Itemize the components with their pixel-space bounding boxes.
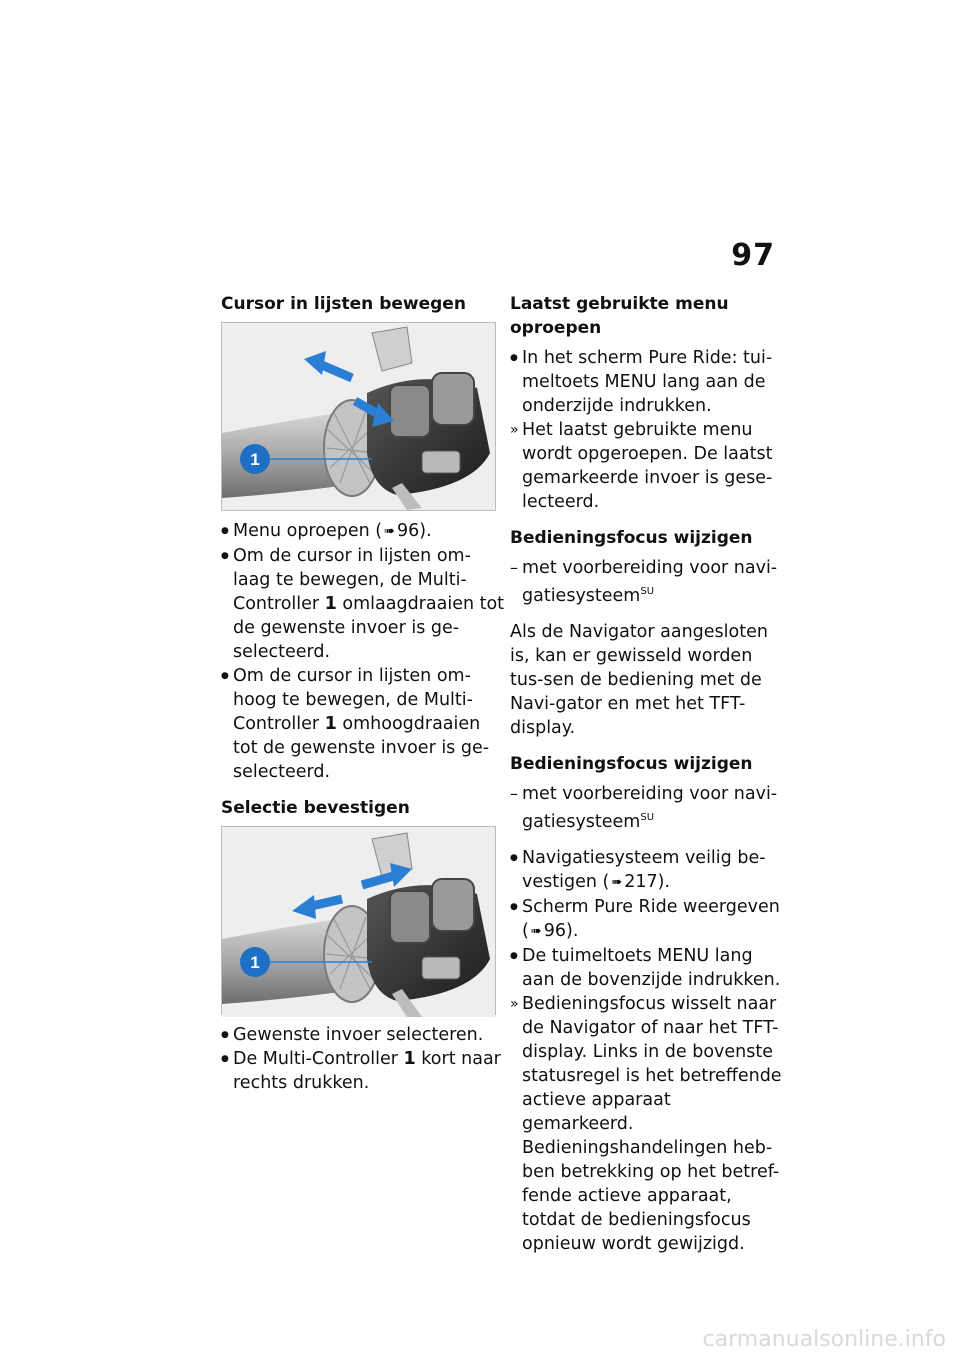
dash-icon bbox=[510, 782, 522, 808]
bullet-icon bbox=[510, 895, 522, 920]
list-item: » Bedieningsfocus wisselt naar de Navigator of naar het TFT-display. Links in de bovenste statusregel is het betreffende actieve apparaat gemarkeerd. Bedieningshandelingen heb-ben betrekking op het betref-fende actieve apparaat, totdat de bedieningsfocus opnieuw wordt gewijzigd. bbox=[510, 992, 782, 1256]
step-list bbox=[510, 846, 782, 1256]
list-item: ● Scherm Pure Ride weergeven ( ➠ 96). bbox=[510, 895, 782, 944]
list-item: ● Navigatiesysteem veilig be-vestigen ( ➠ 217). bbox=[510, 846, 782, 895]
step-list bbox=[221, 519, 506, 784]
result-icon bbox=[510, 992, 522, 1017]
bullet-icon bbox=[510, 846, 522, 871]
condition-item: – met voorbereiding voor navi-gatiesysteem$^{SU}$ bbox=[510, 782, 782, 834]
bullet-icon bbox=[221, 519, 233, 544]
equipment-code: SU bbox=[640, 811, 655, 823]
bullet-icon bbox=[221, 1023, 233, 1048]
handlebar-figure-rotate bbox=[221, 322, 496, 511]
right-column bbox=[510, 292, 782, 1268]
bullet-icon bbox=[221, 664, 233, 689]
result-icon bbox=[510, 418, 522, 443]
condition-list bbox=[510, 556, 782, 608]
list-item: ● Gewenste invoer selecteren. bbox=[221, 1023, 506, 1047]
page-ref-arrow-icon: ➠ bbox=[611, 874, 623, 890]
section-title: Cursor in lijsten bewegen bbox=[221, 294, 466, 314]
list-item: ● De Multi-Controller 1 kort naar rechts drukken. bbox=[221, 1047, 506, 1095]
page-reference[interactable]: 96 bbox=[396, 521, 420, 541]
bullet-icon bbox=[510, 346, 522, 371]
list-item: ● Menu oproepen ( ➠ 96). bbox=[221, 519, 506, 544]
bullet-icon bbox=[221, 544, 233, 569]
left-column bbox=[221, 292, 506, 1107]
callout-ref: 1 bbox=[403, 1049, 416, 1069]
condition-list bbox=[510, 782, 782, 834]
watermark: carmanualsonline.info bbox=[702, 1327, 946, 1352]
bullet-icon bbox=[221, 1047, 233, 1072]
step-list bbox=[510, 346, 782, 514]
page-ref-arrow-icon: ➠ bbox=[384, 524, 395, 539]
callout-ref: 1 bbox=[324, 594, 337, 614]
page-ref-arrow-icon: ➠ bbox=[530, 923, 542, 939]
page-reference[interactable]: 96 bbox=[543, 920, 567, 941]
list-item: ● Om de cursor in lijsten om-hoog te bewegen, de Multi-Controller 1 omhoogdraaien tot de gewenste invoer is ge-selecteerd. bbox=[221, 664, 506, 784]
section-title: Selectie bevestigen bbox=[221, 798, 410, 818]
section-title: Laatst gebruikte menu oproepen bbox=[510, 294, 729, 338]
dash-icon bbox=[510, 556, 522, 582]
list-item: ● Om de cursor in lijsten om-laag te bewegen, de Multi-Controller 1 omlaagdraaien tot de gewenste invoer is ge-selecteerd. bbox=[221, 544, 506, 664]
step-list bbox=[221, 1023, 506, 1095]
page-reference[interactable]: 217 bbox=[624, 871, 658, 892]
callout-label: 1 bbox=[250, 450, 260, 469]
list-item: » Het laatst gebruikte menu wordt opgeroepen. De laatst gemarkeerde invoer is gese-lecteerd. bbox=[510, 418, 782, 514]
equipment-code: SU bbox=[640, 586, 655, 597]
page-number: 97 bbox=[731, 238, 775, 273]
paragraph: Als de Navigator aangesloten is, kan er gewisseld worden tus-sen de bediening met de Navi-gator en met het TFT-display. bbox=[510, 621, 768, 738]
callout-label: 1 bbox=[250, 953, 260, 972]
handlebar-figure-push bbox=[221, 826, 496, 1015]
list-item: ● In het scherm Pure Ride: tui-meltoets MENU lang aan de onderzijde indrukken. bbox=[510, 346, 782, 418]
section-title: Bedieningsfocus wijzigen bbox=[510, 528, 753, 548]
callout-ref: 1 bbox=[324, 714, 337, 734]
section-title: Bedieningsfocus wijzigen bbox=[510, 753, 753, 774]
condition-item: – met voorbereiding voor navi-gatiesysteem$^{SU}$ bbox=[510, 556, 782, 608]
list-item: ● De tuimeltoets MENU lang aan de bovenzijde indrukken. bbox=[510, 944, 782, 992]
bullet-icon bbox=[510, 944, 522, 969]
